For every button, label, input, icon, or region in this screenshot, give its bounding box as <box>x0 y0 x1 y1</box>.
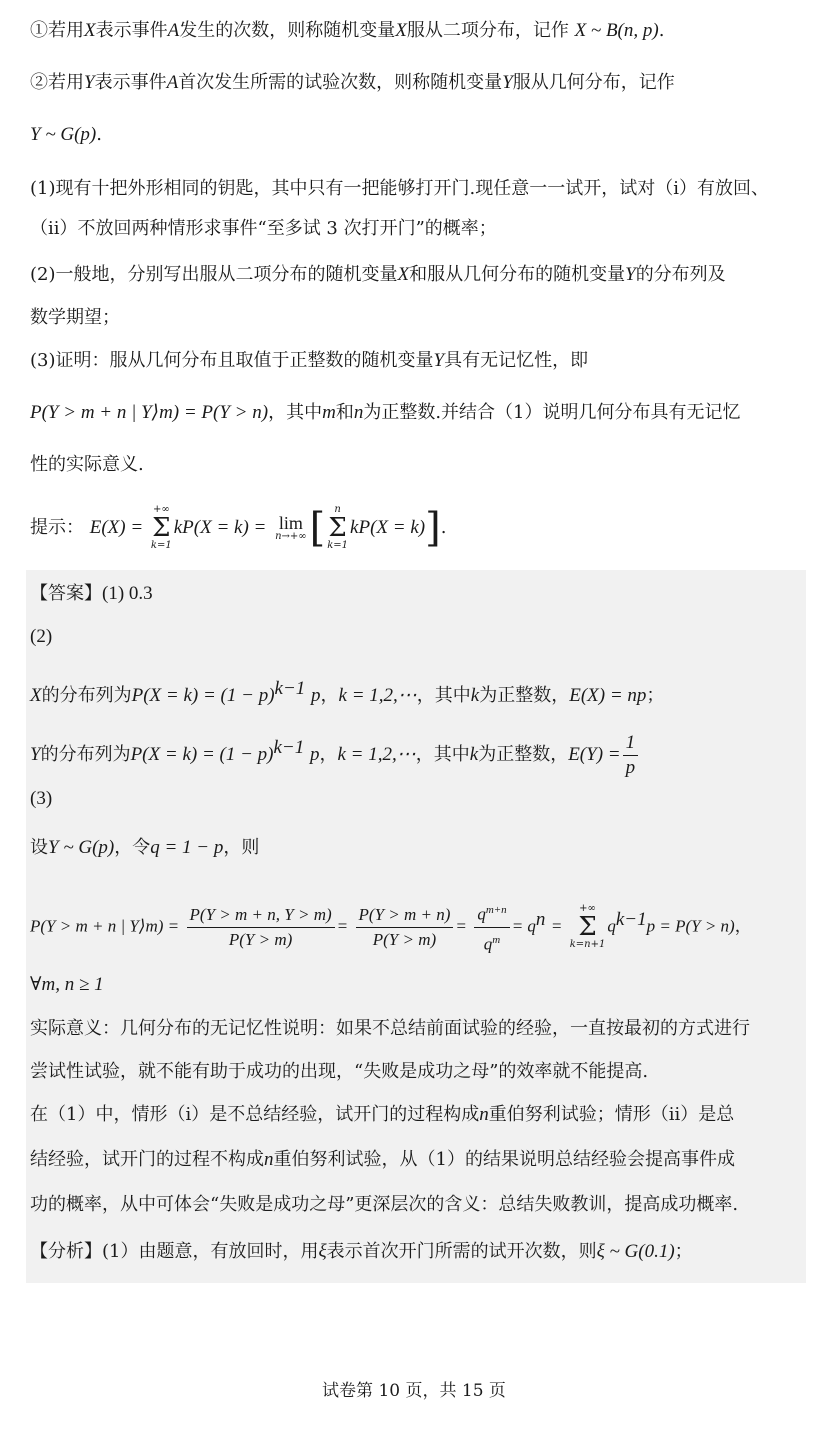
sum-lower: k=1 <box>327 540 349 551</box>
binomial-definition-line <box>30 18 664 44</box>
y-distribution-line <box>30 720 640 783</box>
text: 的分布列及 <box>635 264 726 285</box>
var-p: p <box>311 685 321 706</box>
answer-1-value: (1) 0.3 <box>102 583 153 604</box>
denominator: p <box>625 756 636 778</box>
var-n: n <box>353 402 364 423</box>
var-p: p <box>310 744 320 765</box>
var-n: n <box>264 1149 274 1170</box>
sum-lower: k=n+1 <box>569 939 606 951</box>
numerator: P(Y > m + n, Y > m) <box>187 903 335 928</box>
text: ②若用 <box>30 72 84 93</box>
conditional-prob: P(Y > m + n | Y⟩m) = <box>30 916 180 936</box>
text: 表示事件 <box>95 20 168 41</box>
text: ①若用 <box>30 20 84 41</box>
text: 和服从几何分布的随机变量 <box>409 264 626 285</box>
question-3-line-2 <box>30 400 741 426</box>
text: 为正整数， <box>478 744 569 765</box>
sum-lower: k=1 <box>150 540 172 551</box>
text: 为正整数.并结合（1）说明几何分布具有无记忆 <box>363 402 741 423</box>
text: ， <box>319 744 338 765</box>
sigma-icon: Σ <box>578 912 597 943</box>
text: 服从二项分布，记作 <box>406 20 569 41</box>
var-x: X <box>395 20 407 41</box>
text: . <box>440 517 447 538</box>
exponent: k−1 <box>274 678 306 699</box>
k-range: k = 1,2,⋯ <box>338 685 417 706</box>
numerator: P(Y > m + n) <box>356 903 454 928</box>
geometric-definition-line <box>30 70 675 96</box>
sum-upper: +∞ <box>152 504 170 515</box>
page-footer: 试卷第 10 页，共 15 页 <box>322 1381 506 1401</box>
x-expectation: E(X) = np <box>569 685 647 706</box>
equals: = <box>455 916 467 936</box>
right-bracket-icon: ] <box>425 505 441 551</box>
numerator: 1 <box>623 731 639 756</box>
explanation-line-2 <box>30 1147 735 1173</box>
text: 重伯努利试验，从（1）的结果说明总结经验会提高事件成 <box>273 1149 735 1170</box>
exponent: m+n <box>485 904 507 916</box>
answer-label: 【答案】 <box>30 583 102 604</box>
geometric-assumption: Y ~ G(p) <box>48 837 115 858</box>
text: 具有无记忆性，即 <box>444 350 589 371</box>
text: ， <box>320 685 339 706</box>
hint-label: 提示： <box>30 517 84 538</box>
q: q <box>483 934 493 954</box>
q: q <box>477 904 486 924</box>
lim-sub: n→+∞ <box>275 531 307 542</box>
text: 首次发生所需的试验次数，则称随机变量 <box>178 72 503 93</box>
var-k: k <box>470 685 480 706</box>
var-m: m <box>322 402 336 423</box>
text: ，其中 <box>268 402 323 423</box>
lim-word: lim <box>278 513 303 533</box>
var-y: Y <box>433 350 445 371</box>
var-a: A <box>167 20 180 41</box>
text: 服从几何分布，记作 <box>512 72 675 93</box>
sum-result: p = P(Y > n) <box>646 916 735 936</box>
answer-1-line <box>30 581 153 607</box>
analysis-line <box>30 1239 693 1265</box>
fraction-q-power <box>474 898 509 956</box>
text: 设 <box>30 837 48 858</box>
meaning-line-1: 实际意义：几何分布的无记忆性说明：如果不总结前面试验的经验，一直按最初的方式进行 <box>30 1018 750 1039</box>
memoryless-formula: P(Y > m + n | Y⟩m) = P(Y > n) <box>30 402 269 423</box>
hint-line <box>30 502 446 554</box>
question-3-line-3: 性的实际意义. <box>30 454 144 475</box>
proof-equation-line <box>30 890 752 957</box>
text: 在（1）中，情形（i）是不总结经验，试开门的过程构成 <box>30 1104 480 1125</box>
fraction-tail <box>356 903 454 952</box>
sigma-icon: Σ <box>152 513 171 543</box>
text: ，则 <box>223 837 260 858</box>
exponent: n <box>535 909 546 930</box>
exponent: k−1 <box>273 737 305 758</box>
text: ， <box>734 916 752 937</box>
sum-operator <box>570 904 606 950</box>
question-3-line-1 <box>30 348 588 374</box>
var-x: X <box>84 20 96 41</box>
var-xi: ξ <box>318 1241 327 1262</box>
sum-term: kP(X = k) = <box>173 517 267 538</box>
text: ； <box>646 685 665 706</box>
text: . <box>658 20 665 41</box>
analysis-label: 【分析】 <box>30 1241 102 1262</box>
fraction-joint <box>187 903 335 952</box>
sum-upper: +∞ <box>579 903 596 915</box>
var-y: Y <box>84 72 95 93</box>
question-2-line-1 <box>30 262 726 288</box>
var-y: Y <box>502 72 513 93</box>
var-y: Y <box>625 264 636 285</box>
explanation-line-3: 功的概率，从中可体会“失败是成功之母”更深层次的含义：总结失败教训，提高成功概率. <box>30 1194 739 1215</box>
question-1-line-2: （ii）不放回两种情形求事件“至多试 3 次打开门”的概率； <box>30 218 497 239</box>
text: ，令 <box>114 837 151 858</box>
expectation-lhs: E(X) = <box>89 517 144 538</box>
meaning-line-2: 尝试性试验，就不能有助于成功的出现，“失败是成功之母”的效率就不能提高. <box>30 1061 649 1082</box>
denominator: P(Y > m) <box>228 929 293 949</box>
var-k: k <box>469 744 479 765</box>
text: 表示首次开门所需的试开次数，则 <box>326 1241 597 1262</box>
left-bracket-icon: [ <box>309 505 326 551</box>
equals: = <box>336 916 349 936</box>
text: ，其中 <box>415 744 470 765</box>
q: q <box>607 916 616 936</box>
denominator: P(Y > m) <box>372 929 437 949</box>
forall-condition: ∀m, n ≥ 1 <box>30 974 104 995</box>
geometric-formula-line <box>30 122 102 148</box>
y-expectation: E(Y) = <box>568 744 621 765</box>
text: 发生的次数，则称随机变量 <box>179 20 396 41</box>
text: ，其中 <box>416 685 471 706</box>
var-y: Y <box>30 744 41 765</box>
equals-q: = q <box>511 916 536 936</box>
answer-3-label: (3) <box>30 788 53 809</box>
geometric-formula: Y ~ G(p) <box>30 124 97 145</box>
proof-setup-line <box>30 835 259 861</box>
sum-upper: n <box>334 504 341 515</box>
text: 的分布列为 <box>41 685 132 706</box>
inner-term: kP(X = k) <box>350 517 426 538</box>
x-pmf: P(X = k) = (1 − p) <box>131 685 275 706</box>
analysis-formula: ξ ~ G(0.1) <box>596 1241 675 1262</box>
y-pmf: P(X = k) = (1 − p) <box>130 744 274 765</box>
exponent: m <box>492 933 501 946</box>
text: (2)一般地，分别写出服从二项分布的随机变量 <box>30 264 398 285</box>
text: 为正整数， <box>479 685 570 706</box>
question-2-line-2: 数学期望； <box>30 307 120 328</box>
text: 结经验，试开门的过程不构成 <box>30 1149 264 1170</box>
text: 的分布列为 <box>40 744 131 765</box>
var-x: X <box>30 685 42 706</box>
x-distribution-line <box>30 676 664 709</box>
question-1-line-1: (1)现有十把外形相同的钥匙，其中只有一把能够打开门.现任意一一试开，试对（i）有放回、 <box>30 178 769 199</box>
equals: = <box>550 916 563 936</box>
q-definition: q = 1 − p <box>150 837 224 858</box>
text: (3)证明：服从几何分布且取值于正整数的随机变量 <box>30 350 434 371</box>
inner-sum-operator <box>327 505 348 551</box>
text: 和 <box>335 402 354 423</box>
text: ； <box>674 1241 693 1262</box>
limit-operator <box>275 514 307 542</box>
explanation-line-1 <box>30 1102 734 1128</box>
answer-2-label: (2) <box>30 626 53 647</box>
denominator <box>474 928 509 957</box>
sigma-icon: Σ <box>328 513 347 543</box>
exponent: k−1 <box>615 909 647 930</box>
text: 表示事件 <box>94 72 167 93</box>
sum-operator <box>151 505 172 551</box>
fraction-one-over-p <box>623 731 639 780</box>
k-range: k = 1,2,⋯ <box>337 744 416 765</box>
text: 重伯努利试验；情形（ii）是总 <box>488 1104 735 1125</box>
var-a: A <box>166 72 179 93</box>
text: (1）由题意，有放回时，用 <box>102 1241 319 1262</box>
text: . <box>96 124 102 145</box>
var-x: X <box>397 264 410 285</box>
numerator <box>474 898 509 928</box>
binomial-formula: X ~ B(n, p) <box>574 20 659 41</box>
var-n: n <box>479 1104 489 1125</box>
